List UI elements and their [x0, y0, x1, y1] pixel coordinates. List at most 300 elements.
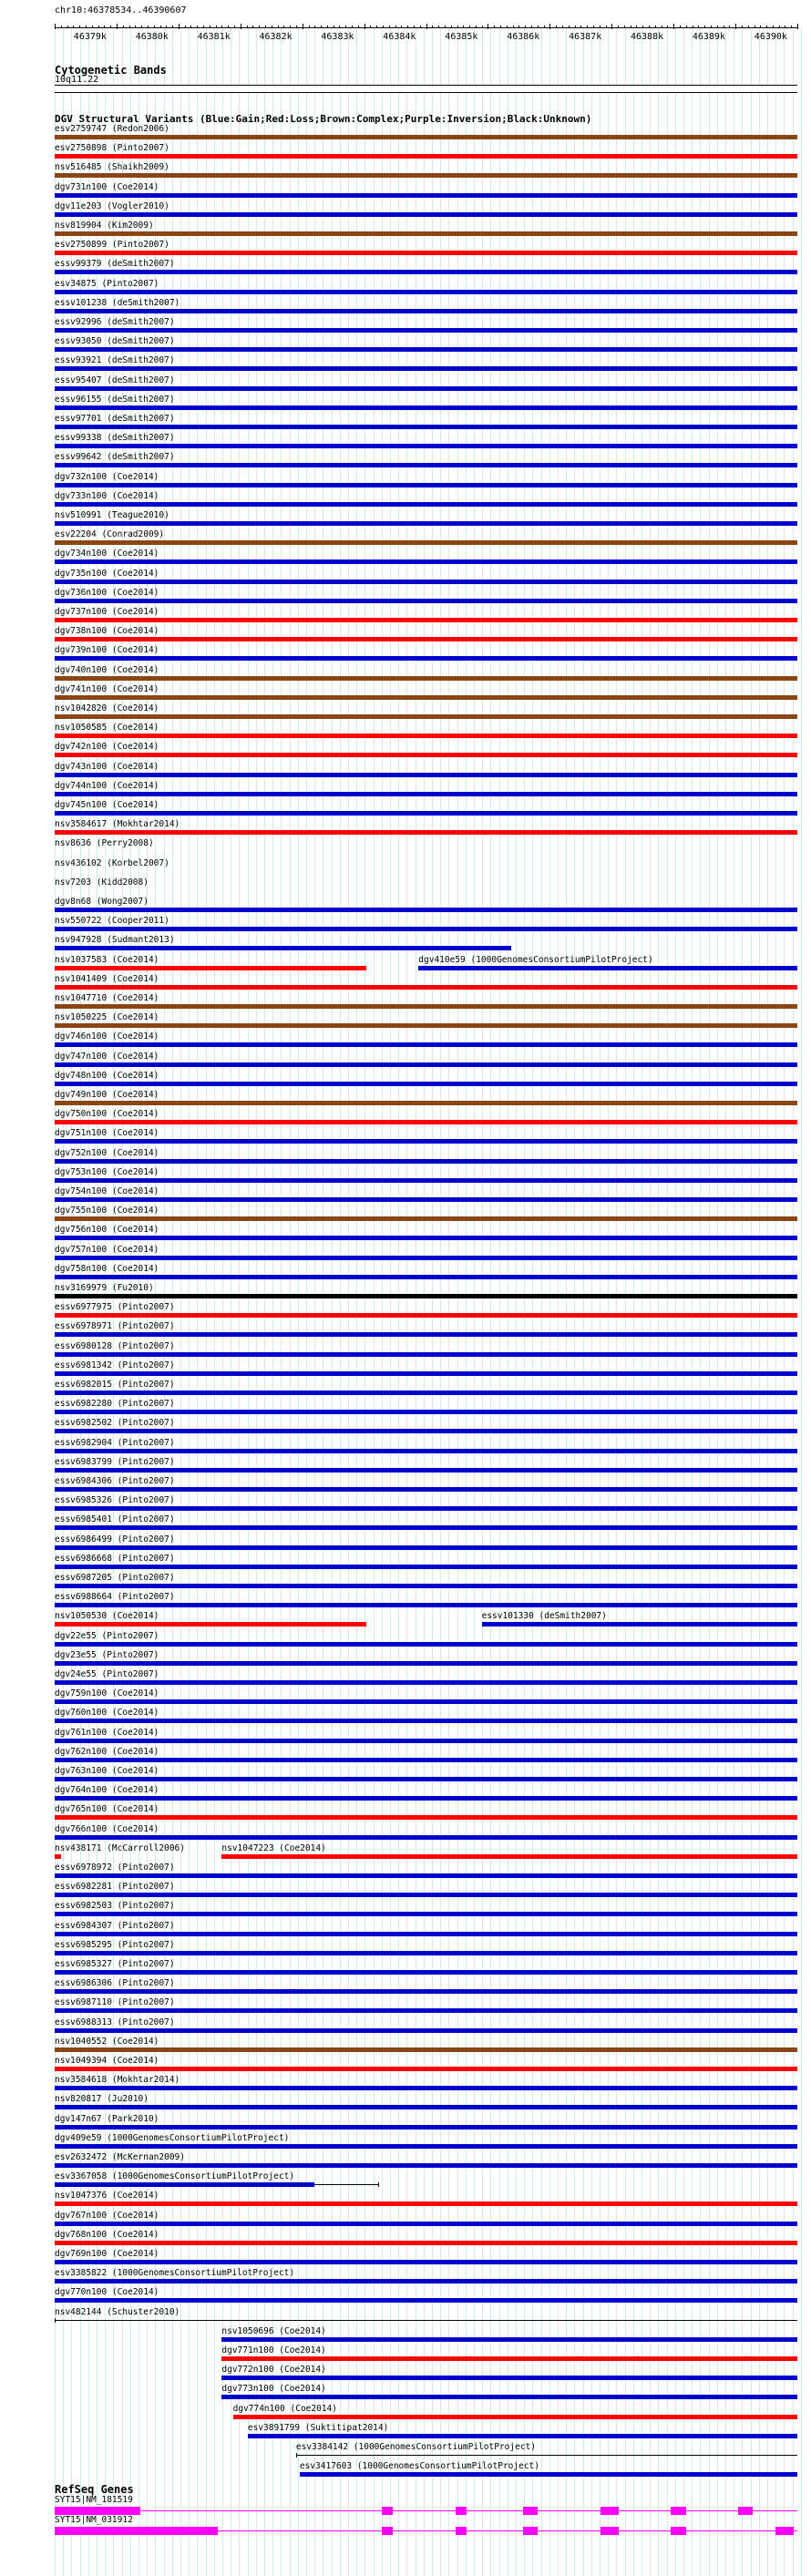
variant-label[interactable]: esv22204 (Conrad2009): [55, 529, 165, 540]
variant-label[interactable]: nsv1040552 (Coe2014): [55, 2036, 159, 2047]
variant-bar[interactable]: [55, 966, 366, 970]
variant-bar[interactable]: [55, 1429, 797, 1433]
axis-tick: [179, 24, 180, 29]
variant-label[interactable]: dgv760n100 (Coe2014): [55, 1708, 159, 1719]
variant-label[interactable]: essv6985295 (Pinto2007): [55, 1939, 175, 1950]
gene-exon[interactable]: [601, 2527, 619, 2535]
variant-bar[interactable]: [55, 425, 797, 429]
variant-bar[interactable]: [55, 193, 797, 198]
variant-label[interactable]: essv6981342 (Pinto2007): [55, 1360, 175, 1370]
variant-label[interactable]: dgv757n100 (Coe2014): [55, 1244, 159, 1255]
variant-label[interactable]: dgv11e203 (Vogler2010): [55, 200, 169, 211]
variant-bar[interactable]: [55, 366, 797, 371]
axis-tick: [779, 26, 780, 28]
variant-bar[interactable]: [55, 135, 797, 139]
variant-label[interactable]: dgv731n100 (Coe2014): [55, 181, 159, 192]
variant-label[interactable]: essv6977975 (Pinto2007): [55, 1302, 175, 1313]
variant-bar[interactable]: [55, 714, 797, 719]
variant-bar[interactable]: [55, 1275, 797, 1279]
variant-bar[interactable]: [55, 1680, 797, 1685]
refseq-track-title: RefSeq Genes: [55, 2483, 134, 2496]
variant-label[interactable]: dgv8n68 (Wong2007): [55, 897, 149, 907]
gene-exon[interactable]: [601, 2507, 619, 2515]
variant-label[interactable]: nsv510991 (Teague2010): [55, 510, 169, 520]
variant-bar[interactable]: [55, 1815, 797, 1820]
variant-bar[interactable]: [55, 1777, 797, 1781]
variant-label[interactable]: dgv764n100 (Coe2014): [55, 1785, 159, 1796]
variant-label[interactable]: essv6984307 (Pinto2007): [55, 1920, 175, 1931]
variant-label[interactable]: dgv409e59 (1000GenomesConsortiumPilotProject): [55, 2132, 290, 2143]
gene-exon[interactable]: [382, 2527, 393, 2535]
variant-label[interactable]: dgv747n100 (Coe2014): [55, 1051, 159, 1062]
variant-bar[interactable]: [248, 2434, 797, 2438]
variant-bar[interactable]: [55, 1584, 797, 1588]
axis-tick: [154, 26, 155, 28]
variant-bar[interactable]: [55, 695, 797, 700]
axis-tick: [203, 26, 204, 28]
variant-label[interactable]: nsv820817 (Ju2010): [55, 2094, 149, 2105]
gene-label[interactable]: SYT15|NM_181519: [55, 2495, 133, 2505]
variant-bar[interactable]: [55, 1739, 797, 1743]
variant-bar[interactable]: [221, 2376, 797, 2380]
variant-bar[interactable]: [55, 1042, 797, 1047]
variant-label[interactable]: nsv1047223 (Coe2014): [221, 1842, 326, 1853]
variant-bar[interactable]: [55, 2298, 797, 2303]
variant-label[interactable]: essv6982502 (Pinto2007): [55, 1418, 175, 1429]
variant-label[interactable]: dgv756n100 (Coe2014): [55, 1225, 159, 1236]
variant-bar[interactable]: [55, 1661, 797, 1666]
variant-label[interactable]: esv3385822 (1000GenomesConsortiumPilotProject): [55, 2268, 295, 2279]
variant-bar[interactable]: [55, 676, 797, 681]
variant-label[interactable]: essv6982904 (Pinto2007): [55, 1437, 175, 1448]
cytoband-bar[interactable]: [55, 85, 797, 93]
variant-label[interactable]: dgv749n100 (Coe2014): [55, 1090, 159, 1100]
variant-bar[interactable]: [55, 270, 797, 274]
variant-bar[interactable]: [55, 1004, 797, 1009]
variant-label[interactable]: dgv765n100 (Coe2014): [55, 1804, 159, 1815]
axis-tick: [531, 26, 532, 28]
variant-bar[interactable]: [55, 1642, 797, 1647]
variant-label[interactable]: dgv759n100 (Coe2014): [55, 1688, 159, 1699]
variant-label[interactable]: essv6986668 (Pinto2007): [55, 1553, 175, 1564]
variant-label[interactable]: dgv753n100 (Coe2014): [55, 1166, 159, 1177]
variant-bar[interactable]: [296, 2455, 797, 2456]
variant-bar[interactable]: [55, 251, 797, 255]
variant-label[interactable]: nsv1047376 (Coe2014): [55, 2191, 159, 2201]
variant-bar[interactable]: [221, 2356, 797, 2361]
variant-label[interactable]: essv6988664 (Pinto2007): [55, 1592, 175, 1603]
variant-label[interactable]: esv2750899 (Pinto2007): [55, 240, 169, 251]
variant-label[interactable]: essv6982281 (Pinto2007): [55, 1882, 175, 1893]
gene-exon[interactable]: [55, 2507, 140, 2515]
variant-label[interactable]: essv6982280 (Pinto2007): [55, 1399, 175, 1410]
variant-label[interactable]: essv99642 (deSmith2007): [55, 452, 175, 463]
variant-bar[interactable]: [55, 309, 797, 313]
axis-tick: [259, 26, 260, 28]
variant-label[interactable]: dgv147n67 (Park2010): [55, 2113, 159, 2124]
variant-bar[interactable]: [55, 2028, 797, 2033]
variant-bar[interactable]: [55, 1912, 797, 1916]
variant-label[interactable]: dgv767n100 (Coe2014): [55, 2210, 159, 2221]
variant-label[interactable]: essv96155 (deSmith2007): [55, 394, 175, 405]
variant-label[interactable]: dgv24e55 (Pinto2007): [55, 1669, 159, 1679]
variant-label[interactable]: nsv436102 (Korbel2007): [55, 857, 169, 868]
variant-label[interactable]: dgv735n100 (Coe2014): [55, 568, 159, 579]
variant-label[interactable]: esv2632472 (McKernan2009): [55, 2152, 185, 2162]
axis-tick: [791, 26, 792, 28]
axis-tick: [518, 26, 519, 28]
variant-label[interactable]: essv6983799 (Pinto2007): [55, 1456, 175, 1467]
variant-label[interactable]: nsv1037583 (Coe2014): [55, 954, 159, 965]
variant-bar[interactable]: [55, 656, 797, 661]
variant-bar[interactable]: [55, 830, 797, 835]
variant-bar[interactable]: [55, 1216, 797, 1221]
variant-bar[interactable]: [55, 1970, 797, 1975]
variant-bar[interactable]: [55, 2125, 797, 2130]
variant-label[interactable]: dgv771n100 (Coe2014): [221, 2345, 326, 2355]
variant-bar[interactable]: [55, 753, 797, 757]
variant-label[interactable]: dgv766n100 (Coe2014): [55, 1823, 159, 1834]
variant-label[interactable]: nsv8636 (Perry2008): [55, 838, 154, 849]
variant-bar[interactable]: [55, 2260, 797, 2264]
variant-label[interactable]: essv6978972 (Pinto2007): [55, 1863, 175, 1873]
variant-bar[interactable]: [55, 1951, 797, 1955]
variant-label[interactable]: dgv741n100 (Coe2014): [55, 683, 159, 694]
gene-exon[interactable]: [55, 2527, 218, 2535]
variant-label[interactable]: dgv744n100 (Coe2014): [55, 780, 159, 791]
variant-label[interactable]: esv3384142 (1000GenomesConsortiumPilotProject): [295, 2442, 536, 2452]
variant-label[interactable]: essv101330 (deSmith2007): [481, 1611, 607, 1622]
variant-bar[interactable]: [55, 1796, 797, 1801]
variant-bar[interactable]: [55, 734, 797, 738]
variant-label[interactable]: dgv772n100 (Coe2014): [221, 2365, 326, 2376]
variant-bar[interactable]: [55, 1178, 797, 1183]
variant-label[interactable]: esv3367058 (1000GenomesConsortiumPilotProject): [55, 2171, 295, 2182]
axis-tick-label: 46381k: [197, 32, 231, 42]
variant-bar[interactable]: [55, 1391, 797, 1395]
variant-bar[interactable]: [55, 1719, 797, 1723]
variant-label[interactable]: essv93050 (deSmith2007): [55, 336, 175, 347]
variant-label[interactable]: dgv768n100 (Coe2014): [55, 2229, 159, 2240]
variant-label[interactable]: essv95407 (deSmith2007): [55, 375, 175, 385]
variant-bar[interactable]: [55, 2086, 797, 2090]
gene-exon[interactable]: [382, 2507, 393, 2515]
variant-bar[interactable]: [55, 2222, 797, 2226]
variant-label[interactable]: dgv738n100 (Coe2014): [55, 626, 159, 637]
variant-bar[interactable]: [55, 1120, 797, 1124]
axis-tick: [760, 26, 761, 28]
variant-label[interactable]: dgv746n100 (Coe2014): [55, 1031, 159, 1042]
variant-bar[interactable]: [55, 1197, 797, 1202]
variant-bar[interactable]: [55, 1236, 797, 1240]
variant-bar[interactable]: [55, 1062, 797, 1067]
variant-bar[interactable]: [55, 1989, 797, 1994]
variant-bar[interactable]: [221, 1854, 797, 1859]
variant-label[interactable]: nsv438171 (McCarroll2006): [55, 1842, 185, 1853]
variant-label[interactable]: essv6982015 (Pinto2007): [55, 1380, 175, 1390]
variant-bar[interactable]: [55, 811, 797, 816]
variant-label[interactable]: dgv732n100 (Coe2014): [55, 471, 159, 482]
variant-bar[interactable]: [221, 2337, 797, 2342]
variant-label[interactable]: nsv550722 (Cooper2011): [55, 916, 169, 927]
variant-bar[interactable]: [55, 502, 797, 507]
variant-bar[interactable]: [55, 1603, 797, 1607]
variant-label[interactable]: essv6986306 (Pinto2007): [55, 1978, 175, 1989]
variant-label[interactable]: dgv751n100 (Coe2014): [55, 1128, 159, 1139]
variant-label[interactable]: essv92996 (deSmith2007): [55, 317, 175, 327]
variant-label[interactable]: dgv752n100 (Coe2014): [55, 1147, 159, 1158]
variant-label[interactable]: essv6984306 (Pinto2007): [55, 1476, 175, 1486]
variant-bar[interactable]: [55, 1313, 797, 1318]
variant-label[interactable]: nsv1042820 (Coe2014): [55, 703, 159, 713]
variant-label[interactable]: nsv1049394 (Coe2014): [55, 2056, 159, 2066]
variant-label[interactable]: esv34875 (Pinto2007): [55, 278, 159, 289]
variant-label[interactable]: essv99379 (deSmith2007): [55, 259, 175, 270]
variant-bar[interactable]: [55, 1294, 797, 1298]
variant-label[interactable]: essv6982503 (Pinto2007): [55, 1901, 175, 1912]
variant-label[interactable]: dgv740n100 (Coe2014): [55, 664, 159, 675]
variant-bar[interactable]: [55, 946, 511, 950]
variant-label[interactable]: dgv737n100 (Coe2014): [55, 607, 159, 617]
variant-label[interactable]: nsv819904 (Kim2009): [55, 221, 154, 231]
variant-bar[interactable]: [55, 1854, 61, 1859]
variant-label[interactable]: essv6980128 (Pinto2007): [55, 1340, 175, 1351]
variant-bar[interactable]: [55, 1101, 797, 1105]
gene-label[interactable]: SYT15|NM_031912: [55, 2515, 133, 2525]
variant-label[interactable]: dgv733n100 (Coe2014): [55, 490, 159, 501]
variant-label[interactable]: dgv773n100 (Coe2014): [221, 2384, 326, 2395]
gene-exon[interactable]: [523, 2507, 538, 2515]
variant-bar[interactable]: [300, 2472, 797, 2477]
variant-label[interactable]: nsv1050696 (Coe2014): [221, 2325, 326, 2336]
variant-bar[interactable]: [55, 1873, 797, 1878]
variant-bar[interactable]: [55, 559, 797, 564]
variant-bar[interactable]: [221, 2395, 797, 2399]
variant-bar[interactable]: [55, 483, 797, 487]
variant-label[interactable]: essv6987110 (Pinto2007): [55, 1997, 175, 2008]
axis-tick: [704, 26, 705, 28]
variant-bar[interactable]: [55, 386, 797, 391]
axis-tick-label: 46379k: [73, 32, 107, 42]
axis-tick: [593, 26, 594, 28]
variant-label[interactable]: dgv769n100 (Coe2014): [55, 2249, 159, 2259]
variant-label[interactable]: nsv947928 (Sudmant2013): [55, 935, 175, 946]
variant-label[interactable]: essv6986499 (Pinto2007): [55, 1534, 175, 1545]
axis-tick: [420, 26, 421, 28]
variant-bar[interactable]: [55, 1256, 797, 1260]
variant-bar[interactable]: [55, 599, 797, 603]
variant-label[interactable]: nsv3169979 (Fu2010): [55, 1283, 154, 1293]
variant-bar[interactable]: [55, 231, 797, 236]
variant-bar[interactable]: [233, 2415, 797, 2419]
variant-bar[interactable]: [55, 173, 797, 178]
variant-bar[interactable]: [55, 637, 797, 641]
variant-label[interactable]: dgv739n100 (Coe2014): [55, 645, 159, 656]
variant-bar[interactable]: [55, 1352, 797, 1357]
variant-bar[interactable]: [55, 1371, 797, 1376]
variant-label[interactable]: nsv3584618 (Mokhtar2014): [55, 2075, 180, 2086]
variant-label[interactable]: dgv758n100 (Coe2014): [55, 1263, 159, 1274]
variant-bar[interactable]: [55, 2241, 797, 2245]
variant-bar[interactable]: [55, 773, 797, 777]
variant-bar[interactable]: [55, 1023, 797, 1028]
variant-bar[interactable]: [55, 405, 797, 410]
variant-bar[interactable]: [55, 2279, 797, 2284]
variant-label[interactable]: nsv482144 (Schuster2010): [55, 2306, 180, 2317]
axis-tick: [73, 26, 74, 28]
variant-label[interactable]: nsv1050530 (Coe2014): [55, 1611, 159, 1622]
variant-label[interactable]: dgv734n100 (Coe2014): [55, 549, 159, 559]
variant-bar[interactable]: [55, 290, 797, 294]
variant-label[interactable]: dgv754n100 (Coe2014): [55, 1186, 159, 1196]
variant-label[interactable]: esv2759747 (Redon2006): [55, 124, 169, 134]
variant-label[interactable]: essv97701 (deSmith2007): [55, 414, 175, 424]
variant-label[interactable]: dgv770n100 (Coe2014): [55, 2287, 159, 2298]
variant-bar[interactable]: [55, 2144, 797, 2149]
variant-bar[interactable]: [55, 1082, 797, 1086]
axis-tick: [290, 26, 291, 28]
variant-bar[interactable]: [55, 154, 797, 159]
variant-label[interactable]: dgv755n100 (Coe2014): [55, 1206, 159, 1216]
variant-label[interactable]: dgv23e55 (Pinto2007): [55, 1649, 159, 1660]
variant-label[interactable]: dgv748n100 (Coe2014): [55, 1070, 159, 1081]
variant-bar[interactable]: [55, 2163, 797, 2168]
variant-bar[interactable]: [55, 1699, 797, 1704]
variant-bar[interactable]: [55, 2182, 314, 2187]
variant-label[interactable]: dgv736n100 (Coe2014): [55, 587, 159, 598]
variant-bar[interactable]: [55, 618, 797, 622]
variant-bar[interactable]: [55, 1449, 797, 1453]
gene-exon[interactable]: [738, 2507, 753, 2515]
variant-bar[interactable]: [55, 1565, 797, 1569]
variant-bar[interactable]: [55, 2201, 797, 2206]
gene-exon[interactable]: [671, 2507, 685, 2515]
variant-bar[interactable]: [55, 1835, 797, 1840]
variant-bar[interactable]: [55, 908, 797, 912]
variant-bar[interactable]: [55, 985, 797, 990]
variant-bar[interactable]: [55, 927, 797, 931]
variant-label[interactable]: essv101238 (deSmith2007): [55, 297, 180, 308]
variant-label[interactable]: dgv750n100 (Coe2014): [55, 1109, 159, 1120]
variant-label[interactable]: essv6988313 (Pinto2007): [55, 2017, 175, 2027]
gene-exon[interactable]: [456, 2507, 467, 2515]
variant-label[interactable]: nsv1050225 (Coe2014): [55, 1012, 159, 1023]
axis-tick: [247, 26, 248, 28]
variant-bar[interactable]: [55, 540, 797, 545]
variant-bar[interactable]: [55, 328, 797, 333]
variant-label[interactable]: nsv1041409 (Coe2014): [55, 973, 159, 984]
variant-bar[interactable]: [55, 1758, 797, 1762]
gene-exon[interactable]: [671, 2527, 685, 2535]
variant-bar[interactable]: [55, 2008, 797, 2013]
variant-bar[interactable]: [55, 1622, 366, 1627]
variant-bar[interactable]: [55, 792, 797, 796]
variant-bar[interactable]: [55, 1139, 797, 1144]
variant-bar[interactable]: [55, 212, 797, 217]
variant-label[interactable]: nsv1050585 (Coe2014): [55, 723, 159, 734]
variant-bar[interactable]: [55, 463, 797, 467]
axis-tick: [339, 26, 340, 28]
variant-bar[interactable]: [482, 1622, 797, 1627]
variant-label[interactable]: essv93921 (deSmith2007): [55, 355, 175, 366]
variant-bar[interactable]: [55, 1893, 797, 1897]
axis-tick: [544, 26, 545, 28]
axis-tick: [463, 26, 464, 28]
variant-bar[interactable]: [55, 1932, 797, 1936]
variant-bar[interactable]: [55, 580, 797, 584]
variant-bar[interactable]: [55, 1506, 797, 1511]
variant-label[interactable]: dgv763n100 (Coe2014): [55, 1766, 159, 1776]
variant-label[interactable]: dgv22e55 (Pinto2007): [55, 1630, 159, 1641]
axis-tick: [667, 26, 668, 28]
axis-tick: [104, 26, 105, 28]
variant-label[interactable]: essv6985327 (Pinto2007): [55, 1959, 175, 1969]
variant-bar[interactable]: [55, 1159, 797, 1164]
variant-label[interactable]: dgv742n100 (Coe2014): [55, 742, 159, 753]
variant-label[interactable]: dgv410e59 (1000GenomesConsortiumPilotProject): [418, 954, 653, 965]
variant-bar[interactable]: [55, 1487, 797, 1492]
variant-label[interactable]: dgv774n100 (Coe2014): [232, 2403, 337, 2414]
variant-bar[interactable]: [55, 1410, 797, 1414]
variant-label[interactable]: dgv761n100 (Coe2014): [55, 1727, 159, 1738]
variant-label[interactable]: nsv3584617 (Mokhtar2014): [55, 819, 180, 830]
gene-exon[interactable]: [456, 2527, 467, 2535]
variant-bar[interactable]: [55, 2047, 797, 2052]
variant-label[interactable]: esv3891799 (Suktitipat2014): [247, 2422, 389, 2433]
variant-label[interactable]: dgv743n100 (Coe2014): [55, 761, 159, 772]
variant-label[interactable]: nsv516485 (Shaikh2009): [55, 162, 169, 173]
variant-label[interactable]: essv99338 (deSmith2007): [55, 433, 175, 444]
variant-bar[interactable]: [55, 521, 797, 526]
variant-bar[interactable]: [55, 1332, 797, 1337]
dgv-track-title: DGV Structural Variants (Blue:Gain;Red:Loss;Brown:Complex;Purple:Inversion;Black:Unknown): [55, 113, 592, 125]
variant-label[interactable]: esv2750898 (Pinto2007): [55, 143, 169, 154]
axis-tick: [79, 26, 80, 28]
axis-tick: [221, 26, 222, 28]
variant-bar[interactable]: [55, 2105, 797, 2109]
variant-bar[interactable]: [55, 347, 797, 352]
axis-tick: [389, 26, 390, 28]
gene-exon[interactable]: [775, 2527, 794, 2535]
variant-label[interactable]: esv3417603 (1000GenomesConsortiumPilotProject): [299, 2461, 539, 2472]
variant-label[interactable]: nsv1047710 (Coe2014): [55, 993, 159, 1003]
variant-bar[interactable]: [55, 2067, 797, 2071]
coordinate-header: chr10:46378534..46390607: [55, 5, 187, 15]
variant-label[interactable]: dgv745n100 (Coe2014): [55, 800, 159, 810]
variant-label[interactable]: nsv7203 (Kidd2008): [55, 877, 149, 888]
variant-bar[interactable]: [55, 1545, 797, 1550]
axis-tick: [252, 26, 253, 28]
axis-tick-label: 46386k: [507, 32, 540, 42]
axis-tick: [729, 26, 730, 28]
axis-tick-label: 46389k: [692, 32, 726, 42]
variant-label[interactable]: essv6985326 (Pinto2007): [55, 1495, 175, 1506]
axis-tick: [327, 26, 328, 28]
variant-bar[interactable]: [55, 444, 797, 448]
variant-label[interactable]: essv6987205 (Pinto2007): [55, 1573, 175, 1583]
variant-bar[interactable]: [418, 966, 797, 970]
variant-label[interactable]: essv6978971 (Pinto2007): [55, 1321, 175, 1332]
axis-tick: [98, 26, 99, 28]
axis-tick: [580, 26, 581, 28]
gene-exon[interactable]: [523, 2527, 538, 2535]
variant-label[interactable]: dgv762n100 (Coe2014): [55, 1746, 159, 1757]
variant-bar[interactable]: [55, 1525, 797, 1530]
axis-tick: [742, 26, 743, 28]
variant-bar[interactable]: [55, 1468, 797, 1473]
variant-bar[interactable]: [55, 2320, 797, 2321]
variant-label[interactable]: essv6985401 (Pinto2007): [55, 1514, 175, 1525]
